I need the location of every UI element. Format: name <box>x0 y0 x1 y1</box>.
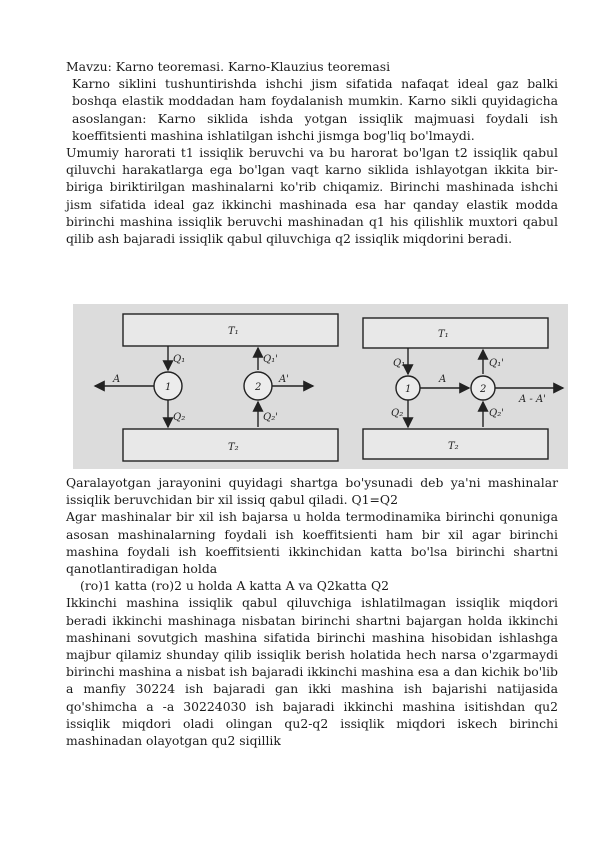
left-diagram <box>95 314 338 461</box>
left-t1-label: T₁ <box>228 326 239 337</box>
right-q1-label: Q₁ <box>393 358 406 369</box>
left-a-label: A <box>113 374 121 385</box>
right-t1-label: T₁ <box>438 329 449 340</box>
right-q1p-label: Q₁' <box>489 358 504 369</box>
left-ap-label: A' <box>279 374 289 385</box>
left-q2p-label: Q₂' <box>263 412 278 423</box>
document-title: Mavzu: Karno teoremasi. Karno-Klauzius teoremasi <box>66 59 391 74</box>
right-a-out-label: A - A' <box>519 394 546 405</box>
left-m1-label: 1 <box>165 382 172 393</box>
text-block-bottom <box>66 474 558 749</box>
carnot-machines-figure <box>73 304 568 469</box>
paragraph: Ikkinchi mashina issiqlik qabul qiluvchiga ishlatilmagan issiqlik miqdori beradi ikkinchi mashinaga nisbatan birinchi shartni bajargan holda ikkinchi mashinani sovutgich mashina sifatida birinchi mashina hisobidan ishlashga majbur qilamiz shunday qilib issiqlik berish holatida hech narsa o'zgarmaydi birinchi mashina a nisbat ish bajaradi ikkinchi mashina esa a dan kichik bo'lib a manfiy 30224 ish bajaradi gan ikki mashina ish bajarishi natijasida qo'shimcha a -a 30224030 ish bajaradi ikkinchi mashina isitishdan qu2 issiqlik miqdori oladi olingan qu2-q2 issiqlik miqdori iskech birinchi mashinadan olayotgan qu2 siqillik <box>66 595 558 749</box>
left-q1-label: Q₁ <box>173 354 186 365</box>
paragraph: Qaralayotgan jarayonini quyidagi shartga bo'ysunadi deb ya'ni mashinalar issiqlik beruvchidan bir xil issiq qabul qiladi. Q1=Q2 <box>66 475 558 508</box>
paragraph: Karno siklini tushuntirishda ishchi jism sifatida nafaqat ideal gaz balki boshqa elastik moddadan ham foydalanish mumkin. Karno sikli quyidagicha asoslangan: Karno siklida ishda yotgan issiqlik majmuasi foydali ish koeffitsienti mashina ishlatilgan ishchi jismga bog'liq bo'lmaydi. <box>72 76 558 143</box>
right-hot-reservoir <box>363 318 548 348</box>
formula-line: (ro)1 katta (ro)2 u holda A katta A va Q2katta Q2 <box>80 578 390 594</box>
right-diagram <box>363 318 563 459</box>
text-block-top <box>66 58 558 247</box>
paragraph: Umumiy harorati t1 issiqlik beruvchi va bu harorat bo'lgan t2 issiqlik qabul qiluvchi harakatlarga ega bo'lgan vaqt karno siklida ishlayotgan ikkita bir-biriga biriktirilgan mashinalarni ko'rib chiqamiz. Birinchi mashinada ishchi jism sifatida ideal gaz ikkinchi mashinada esa har qanday elastik modda birinchi mashina issiqlik beruvchi mashinadan q1 his qilishlik muxtori qabul qilib ash bajaradi issiqlik qabul qiluvchiga q2 issiqlik miqdorini beradi. <box>66 145 558 247</box>
paragraph: Agar mashinalar bir xil ish bajarsa u holda termodinamika birinchi qonuniga asosan mashinalarning foydali ish koeffitsienti ham bir xil agar birinchi mashina foydali ish koeffitsienti ikkinchidan katta bo'lsa birinchi shartni qanotlantiradigan holda <box>66 509 558 577</box>
right-a-label: A <box>439 374 447 385</box>
right-q2p-label: Q₂' <box>489 408 504 419</box>
right-t2-label: T₂ <box>448 441 459 452</box>
right-m1-label: 1 <box>405 384 412 395</box>
left-q1p-label: Q₁' <box>263 354 278 365</box>
left-t2-label: T₂ <box>228 442 239 453</box>
left-q2-label: Q₂ <box>173 412 186 423</box>
right-q2-label: Q₂ <box>391 408 404 419</box>
right-m2-label: 2 <box>480 384 487 395</box>
left-m2-label: 2 <box>255 382 262 393</box>
